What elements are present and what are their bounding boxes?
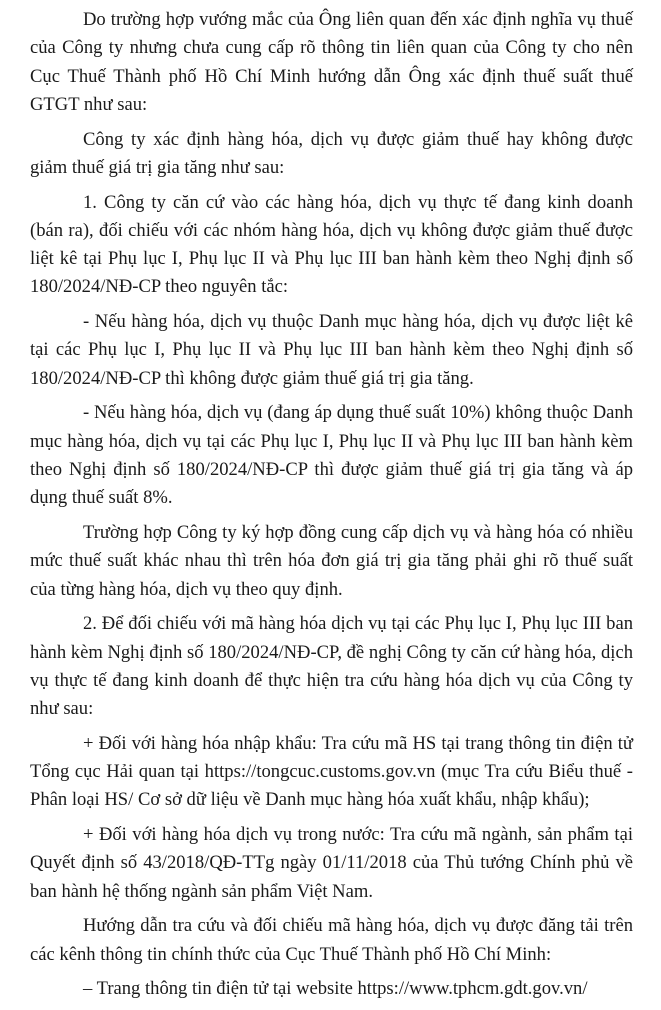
paragraph-rule-reduced: - Nếu hàng hóa, dịch vụ (đang áp dụng thuế suất 10%) không thuộc Danh mục hàng hóa, dịch vụ tại các Phụ lục I, Phụ lục II và Phụ lục III ban hành kèm theo Nghị định số 180/2024/NĐ-CP thì được giảm thuế giá trị gia tăng và áp dụng thuế suất 8%. [30,402,633,509]
paragraph-determination: Công ty xác định hàng hóa, dịch vụ được giảm thuế hay không được giảm thuế giá trị gia tăng như sau: [30,128,633,178]
paragraph-imported-goods: + Đối với hàng hóa nhập khẩu: Tra cứu mã HS tại trang thông tin điện tử Tổng cục Hải quan tại https://tongcuc.customs.gov.vn (mục Tra cứu Biểu thuế - Phân loại HS/ Cơ sở dữ liệu về Danh mục hàng hóa xuất khẩu, nhập khẩu); [30,732,633,811]
paragraph-point-2: 2. Để đối chiếu với mã hàng hóa dịch vụ tại các Phụ lục I, Phụ lục III ban hành kèm Nghị định số 180/2024/NĐ-CP, đề nghị Công ty căn cứ hàng hóa, dịch vụ thực tế đang kinh doanh để thực hiện tra cứu hàng hóa dịch vụ của Công ty như sau: [30,613,633,720]
paragraph-lookup-guide: Hướng dẫn tra cứu và đối chiếu mã hàng hóa, dịch vụ được đăng tải trên các kênh thông tin chính thức của Cục Thuế Thành phố Hồ Chí Minh: [30,915,633,965]
paragraph-domestic-goods: + Đối với hàng hóa dịch vụ trong nước: Tra cứu mã ngành, sản phẩm tại Quyết định số 43/2018/QĐ-TTg ngày 01/11/2018 của Thủ tướng Chính phủ về ban hành hệ thống ngành sản phẩm Việt Nam. [30,824,633,902]
paragraph-rule-not-reduced: - Nếu hàng hóa, dịch vụ thuộc Danh mục hàng hóa, dịch vụ được liệt kê tại các Phụ lục I, Phụ lục II và Phụ lục III ban hành kèm theo Nghị định số 180/2024/NĐ-CP thì không được giảm thuế giá trị gia tăng. [30,311,633,389]
paragraph-intro: Do trường hợp vướng mắc của Ông liên quan đến xác định nghĩa vụ thuế của Công ty nhưng chưa cung cấp rõ thông tin liên quan của Công ty cho nên Cục Thuế Thành phố Hồ Chí Minh hướng dẫn Ông xác định thuế suất thuế GTGT như sau: [30,9,633,115]
paragraph-point-1: 1. Công ty căn cứ vào các hàng hóa, dịch vụ thực tế đang kinh doanh (bán ra), đối chiếu với các nhóm hàng hóa, dịch vụ không được giảm thuế được liệt kê tại Phụ lục I, Phụ lục II và Phụ lục III ban hành kèm theo Nghị định số 180/2024/NĐ-CP theo nguyên tắc: [30,191,633,298]
paragraph-multiple-rates: Trường hợp Công ty ký hợp đồng cung cấp dịch vụ và hàng hóa có nhiều mức thuế suất khác nhau thì trên hóa đơn giá trị gia tăng phải ghi rõ thuế suất của từng hàng hóa, dịch vụ theo quy định. [30,522,633,600]
paragraph-website: – Trang thông tin điện tử tại website https://www.tphcm.gdt.gov.vn/ [83,978,588,1000]
document-page [30,6,633,1010]
